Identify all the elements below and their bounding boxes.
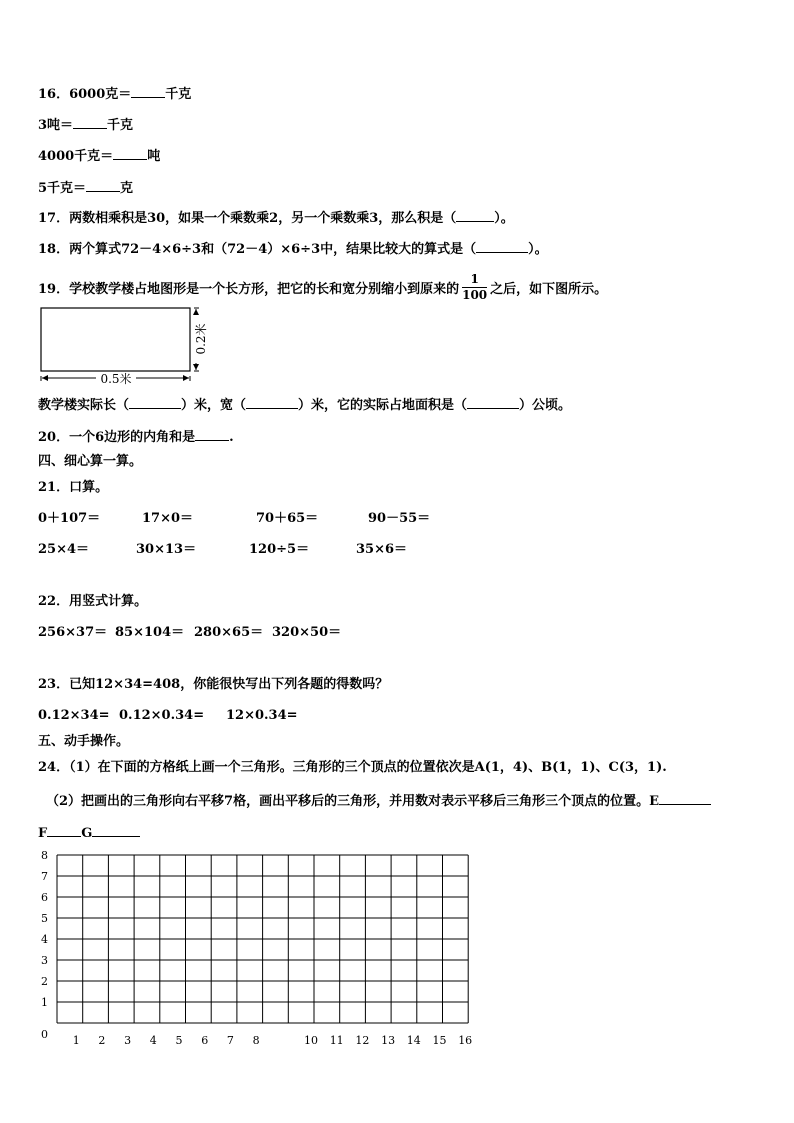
answer-blank[interactable] [131,83,165,98]
oral-calc-item: 25×4＝ [38,542,90,557]
x-axis-label: 15 [432,1034,447,1047]
oral-calc-item: 35×6＝ [356,542,408,557]
oral-calc-item: 30×13＝ [136,542,197,557]
vertical-calc-item: 85×104＝ [115,625,185,640]
q22-title: 22．用竖式计算。 [38,594,148,609]
vertical-calc-item: 320×50＝ [272,625,342,640]
x-axis-label: 4 [149,1034,157,1047]
section-5-heading: 五、动手操作。 [38,734,130,749]
vertical-calc-item: 256×37＝ [38,625,108,640]
answer-blank[interactable] [113,145,147,160]
q20: 20．一个6边形的内角和是 . [38,426,234,447]
oral-calc-item: 0＋107＝ [38,511,101,526]
answer-blank-G[interactable] [92,822,140,837]
answer-blank[interactable] [73,114,107,129]
scaled-rectangle [41,308,190,371]
answer-blank[interactable] [467,394,519,409]
q19-rectangle-diagram [36,303,216,387]
y-axis-label: 4 [41,933,48,946]
y-axis-label: 3 [41,954,48,967]
q24-answers-FG: F G [38,822,140,843]
x-axis-label: 11 [329,1034,344,1047]
q24-part2: （2）把画出的三角形向右平移7格，画出平移后的三角形，并用数对表示平移后三角形三个顶点的位置。E [46,790,711,811]
answer-blank[interactable] [476,238,528,253]
y-axis-label: 1 [41,996,48,1009]
q19-answer: 教学楼实际长（ ）米，宽（ ）米，它的实际占地面积是（ ）公顷。 [38,394,571,415]
answer-blank-E[interactable] [659,790,711,805]
x-axis-label: 16 [458,1034,473,1047]
oral-calc-item: 90－55＝ [368,511,431,526]
answer-blank-F[interactable] [47,822,81,837]
y-axis-label: 0 [41,1028,48,1041]
oral-calc-item: 120÷5＝ [249,542,310,557]
x-axis-label: 7 [226,1034,234,1047]
x-axis-label: 2 [98,1034,106,1047]
q18: 18．两个算式72－4×6÷3和（72－4）×6÷3中，结果比较大的算式是（ ）。 [38,238,548,259]
height-label: 0.2米 [194,323,208,355]
quick-calc-item: 12×0.34= [226,708,298,723]
x-axis-label: 13 [381,1034,396,1047]
q21-title: 21．口算。 [38,480,109,495]
x-axis-label: 1 [72,1034,80,1047]
fraction: $\frac{1}{100}$ [462,272,488,302]
answer-blank[interactable] [129,394,181,409]
q23-title: 23．已知12×34=408，你能很快写出下列各题的得数吗？ [38,677,389,692]
quick-calc-item: 0.12×34= [38,708,110,723]
answer-blank[interactable] [246,394,298,409]
section-4-heading: 四、细心算一算。 [38,454,143,469]
q19-prompt: 19．学校教学楼占地图形是一个长方形，把它的长和宽分别缩小到原来的 $\frac{1}{100}$ 之后，如下图所示。 [38,272,608,302]
y-axis-label: 5 [41,912,48,925]
x-axis-label: 6 [201,1034,209,1047]
answer-blank[interactable] [195,426,229,441]
q17: 17．两数相乘积是30，如果一个乘数乘2，另一个乘数乘3，那么积是（ ）。 [38,207,514,228]
x-axis-label: 10 [304,1034,318,1047]
quick-calc-item: 0.12×0.34= [119,708,205,723]
q16-line3: 4000千克＝ 吨 [38,145,160,166]
x-axis-label: 3 [124,1034,132,1047]
x-axis-label: 5 [175,1034,183,1047]
y-axis-label: 2 [41,975,48,988]
vertical-calc-item: 280×65＝ [194,625,264,640]
q16-line2: 3吨＝ 千克 [38,114,133,135]
q24-part1: 24．（1）在下面的方格纸上画一个三角形。三角形的三个顶点的位置依次是A(1，4)、B(1，1)、C(3，1). [38,760,667,775]
y-axis-label: 7 [41,870,48,883]
coordinate-grid[interactable] [30,846,480,1051]
oral-calc-item: 70＋65＝ [256,511,319,526]
width-label: 0.5米 [100,372,132,386]
q16-line1: 16．6000克＝ 千克 [38,83,191,104]
y-axis-label: 6 [41,891,48,904]
x-axis-label: 12 [355,1034,370,1047]
q16-line4: 5千克＝ 克 [38,177,133,198]
oral-calc-item: 17×0＝ [142,511,194,526]
y-axis-label: 8 [41,849,48,862]
x-axis-label: 14 [406,1034,421,1047]
answer-blank[interactable] [86,177,120,192]
answer-blank[interactable] [456,207,494,222]
x-axis-label: 8 [252,1034,260,1047]
